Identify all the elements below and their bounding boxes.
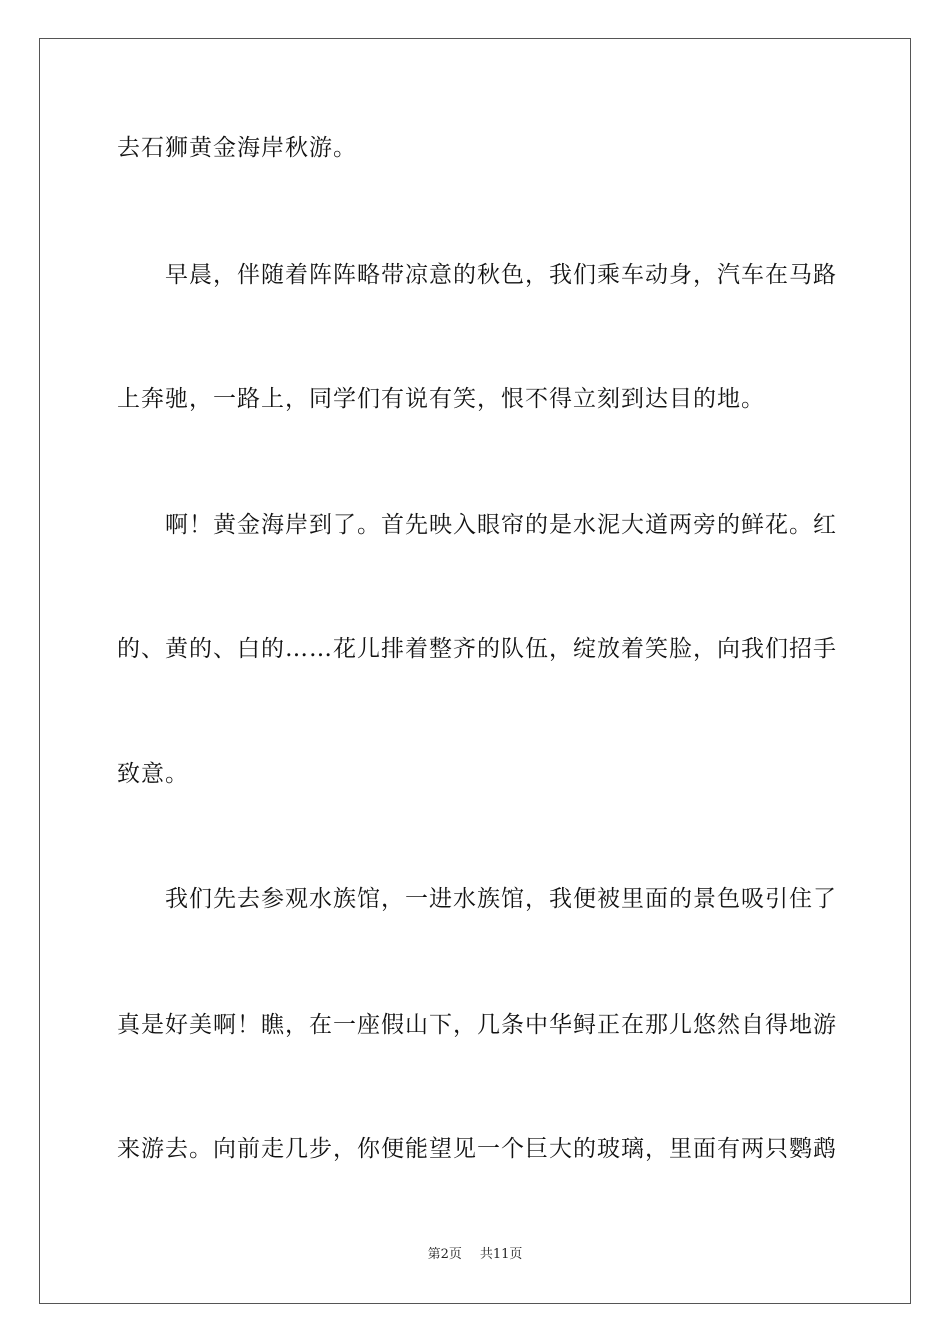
text-line-5: 的、黄的、白的……花儿排着整齐的队伍，绽放着笑脸，向我们招手 — [117, 636, 837, 662]
page-number: 第2页 — [427, 1247, 462, 1262]
text-line-2: 早晨，伴随着阵阵略带凉意的秋色，我们乘车动身，汽车在马路 — [165, 262, 837, 288]
text-line-4: 啊！黄金海岸到了。首先映入眼帘的是水泥大道两旁的鲜花。红 — [165, 512, 837, 538]
page-footer — [0, 1247, 950, 1263]
text-line-6: 致意。 — [117, 761, 189, 787]
page-total: 共11页 — [479, 1247, 523, 1262]
text-line-9: 来游去。向前走几步，你便能望见一个巨大的玻璃，里面有两只鹦鹉 — [117, 1136, 837, 1162]
text-line-3: 上奔驰，一路上，同学们有说有笑，恨不得立刻到达目的地。 — [117, 386, 765, 412]
text-line-7: 我们先去参观水族馆，一进水族馆，我便被里面的景色吸引住了 — [165, 886, 837, 912]
text-line-8: 真是好美啊！瞧，在一座假山下，几条中华鲟正在那儿悠然自得地游 — [117, 1012, 837, 1038]
page-frame — [39, 38, 911, 1304]
text-line-1: 去石狮黄金海岸秋游。 — [117, 135, 357, 161]
